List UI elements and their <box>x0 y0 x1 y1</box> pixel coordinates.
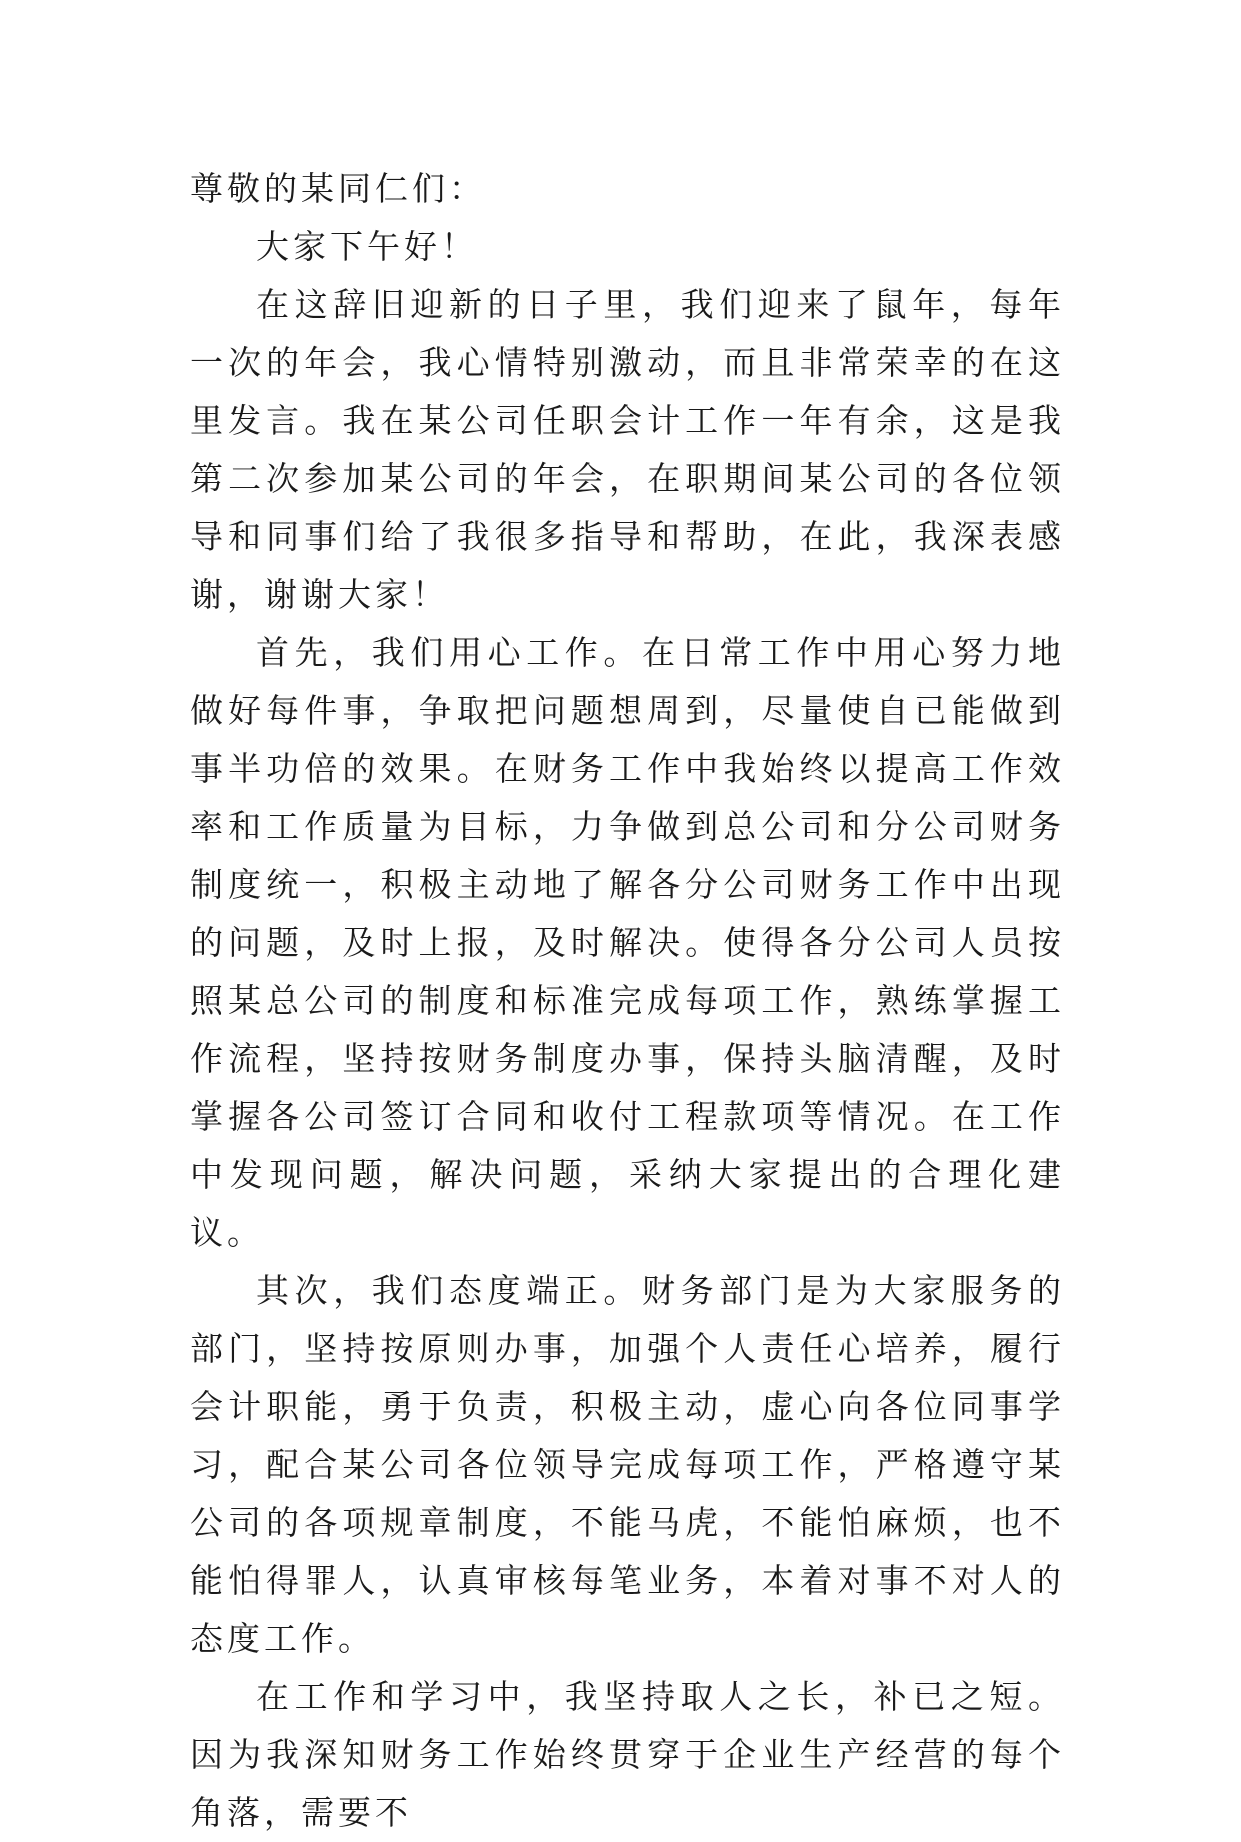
document-body <box>190 160 1065 1842</box>
paragraph-second: 其次，我们态度端正。财务部门是为大家服务的部门，坚持按原则办事，加强个人责任心培养，履行会计职能，勇于负责，积极主动，虚心向各位同事学习，配合某公司各位领导完成每项工作，严格遵守某公司的各项规章制度，不能马虎，不能怕麻烦，也不能怕得罪人，认真审核每笔业务，本着对事不对人的态度工作。 <box>190 1271 1065 1658</box>
paragraph-third: 在工作和学习中，我坚持取人之长，补已之短。因为我深知财务工作始终贯穿于企业生产经营的每个角落，需要不 <box>190 1677 1065 1832</box>
paragraph-intro: 在这辞旧迎新的日子里，我们迎来了鼠年，每年一次的年会，我心情特别激动，而且非常荣幸的在这里发言。我在某公司任职会计工作一年有余，这是我第二次参加某公司的年会，在职期间某公司的各位领导和同事们给了我很多指导和帮助，在此，我深表感谢，谢谢大家！ <box>190 285 1065 614</box>
salutation: 尊敬的某同仁们： <box>190 169 486 208</box>
paragraph-first: 首先，我们用心工作。在日常工作中用心努力地做好每件事，争取把问题想周到，尽量使自已能做到事半功倍的效果。在财务工作中我始终以提高工作效率和工作质量为目标，力争做到总公司和分公司财务制度统一，积极主动地了解各分公司财务工作中出现的问题，及时上报，及时解决。使得各分公司人员按照某总公司的制度和标准完成每项工作，熟练掌握工作流程，坚持按财务制度办事，保持头脑清醒，及时掌握各公司签订合同和收付工程款项等情况。在工作中发现问题，解决问题，采纳大家提出的合理化建议。 <box>190 633 1065 1252</box>
paragraph-greeting: 大家下午好！ <box>256 227 478 266</box>
